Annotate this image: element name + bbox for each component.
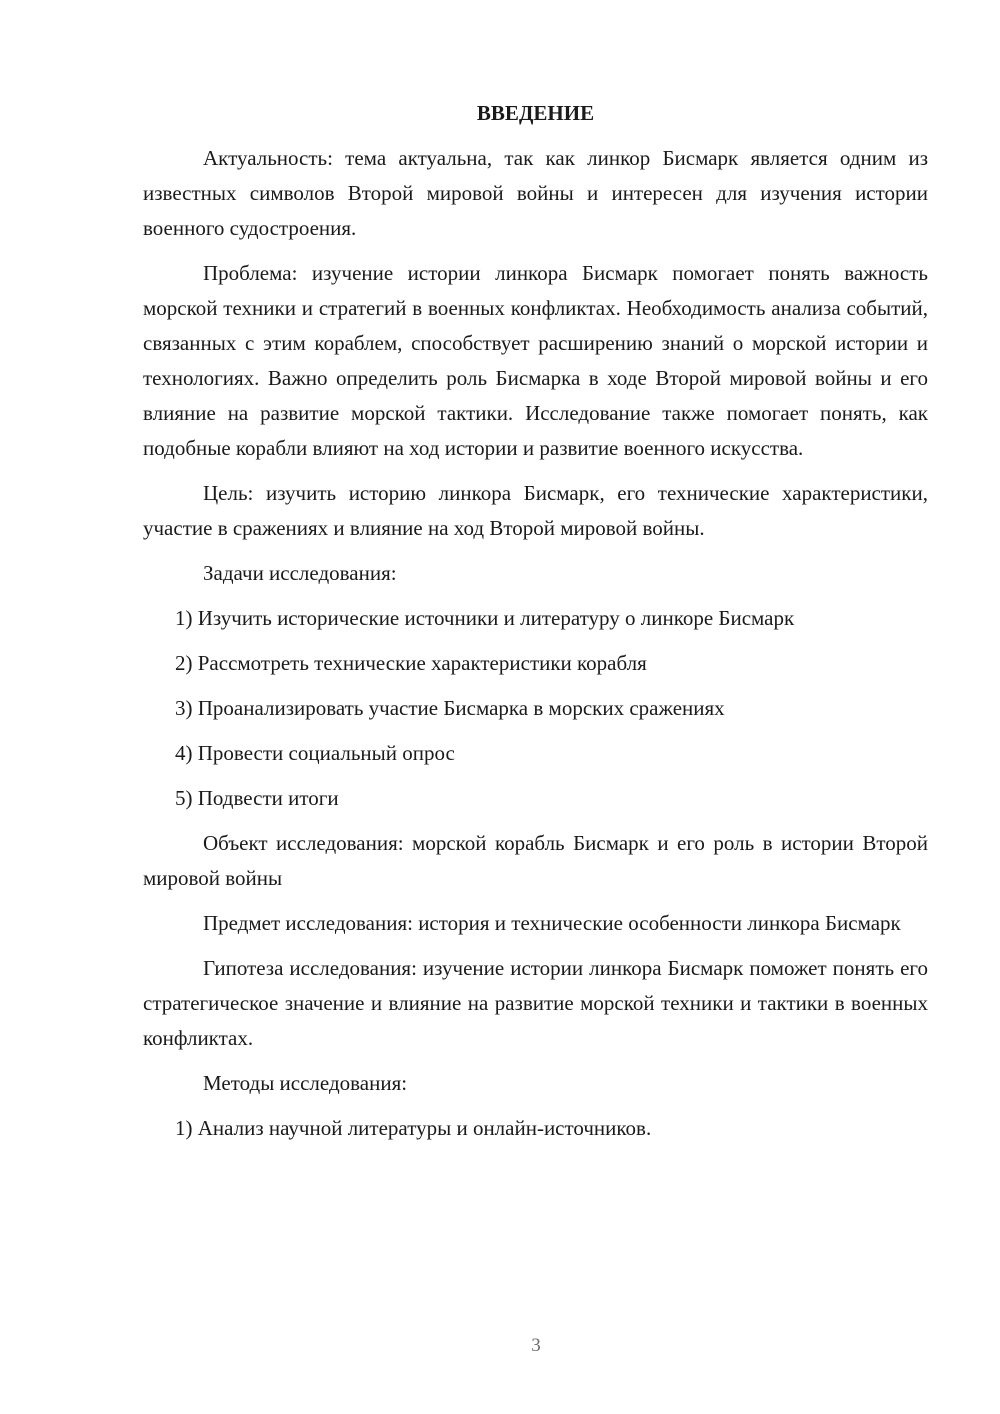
section-title: ВВЕДЕНИЕ <box>476 101 595 125</box>
problem-paragraph: Проблема: изучение истории линкора Бисмарк помогает понять важность морской техники и стратегий в военных конфликтах. Необходимость анализа событий, связанных с этим кораблем, способствует расширению знаний о морской истории и технологиях. Важно определить роль Бисмарка в ходе Второй мировой войны и его влияние на развитие морской тактики. Исследование также помогает понять, как подобные корабли влияют на ход истории и развитие военного искусства. <box>143 261 928 460</box>
document-page <box>143 96 928 1156</box>
page-number: 3 <box>531 1335 541 1356</box>
task-item: 3) Проанализировать участие Бисмарка в морских сражениях <box>175 696 725 720</box>
tasks-heading: Задачи исследования: <box>203 561 397 585</box>
method-item: 1) Анализ научной литературы и онлайн-источников. <box>175 1116 652 1140</box>
object-paragraph: Объект исследования: морской корабль Бисмарк и его роль в истории Второй мировой войны <box>143 831 928 890</box>
task-item: 5) Подвести итоги <box>175 786 339 810</box>
methods-heading: Методы исследования: <box>203 1071 408 1095</box>
task-item: 1) Изучить исторические источники и литературу о линкоре Бисмарк <box>175 606 795 630</box>
hypothesis-paragraph: Гипотеза исследования: изучение истории линкора Бисмарк поможет понять его стратегическое значение и влияние на развитие морской техники и тактики в военных конфликтах. <box>143 956 928 1050</box>
task-item: 2) Рассмотреть технические характеристики корабля <box>175 651 647 675</box>
relevance-paragraph: Актуальность: тема актуальна, так как линкор Бисмарк является одним из известных символов Второй мировой войны и интересен для изучения истории военного судостроения. <box>143 146 928 240</box>
task-item: 4) Провести социальный опрос <box>175 741 455 765</box>
goal-paragraph: Цель: изучить историю линкора Бисмарк, его технические характеристики, участие в сражениях и влияние на ход Второй мировой войны. <box>143 481 928 540</box>
subject-paragraph: Предмет исследования: история и технические особенности линкора Бисмарк <box>203 911 901 935</box>
